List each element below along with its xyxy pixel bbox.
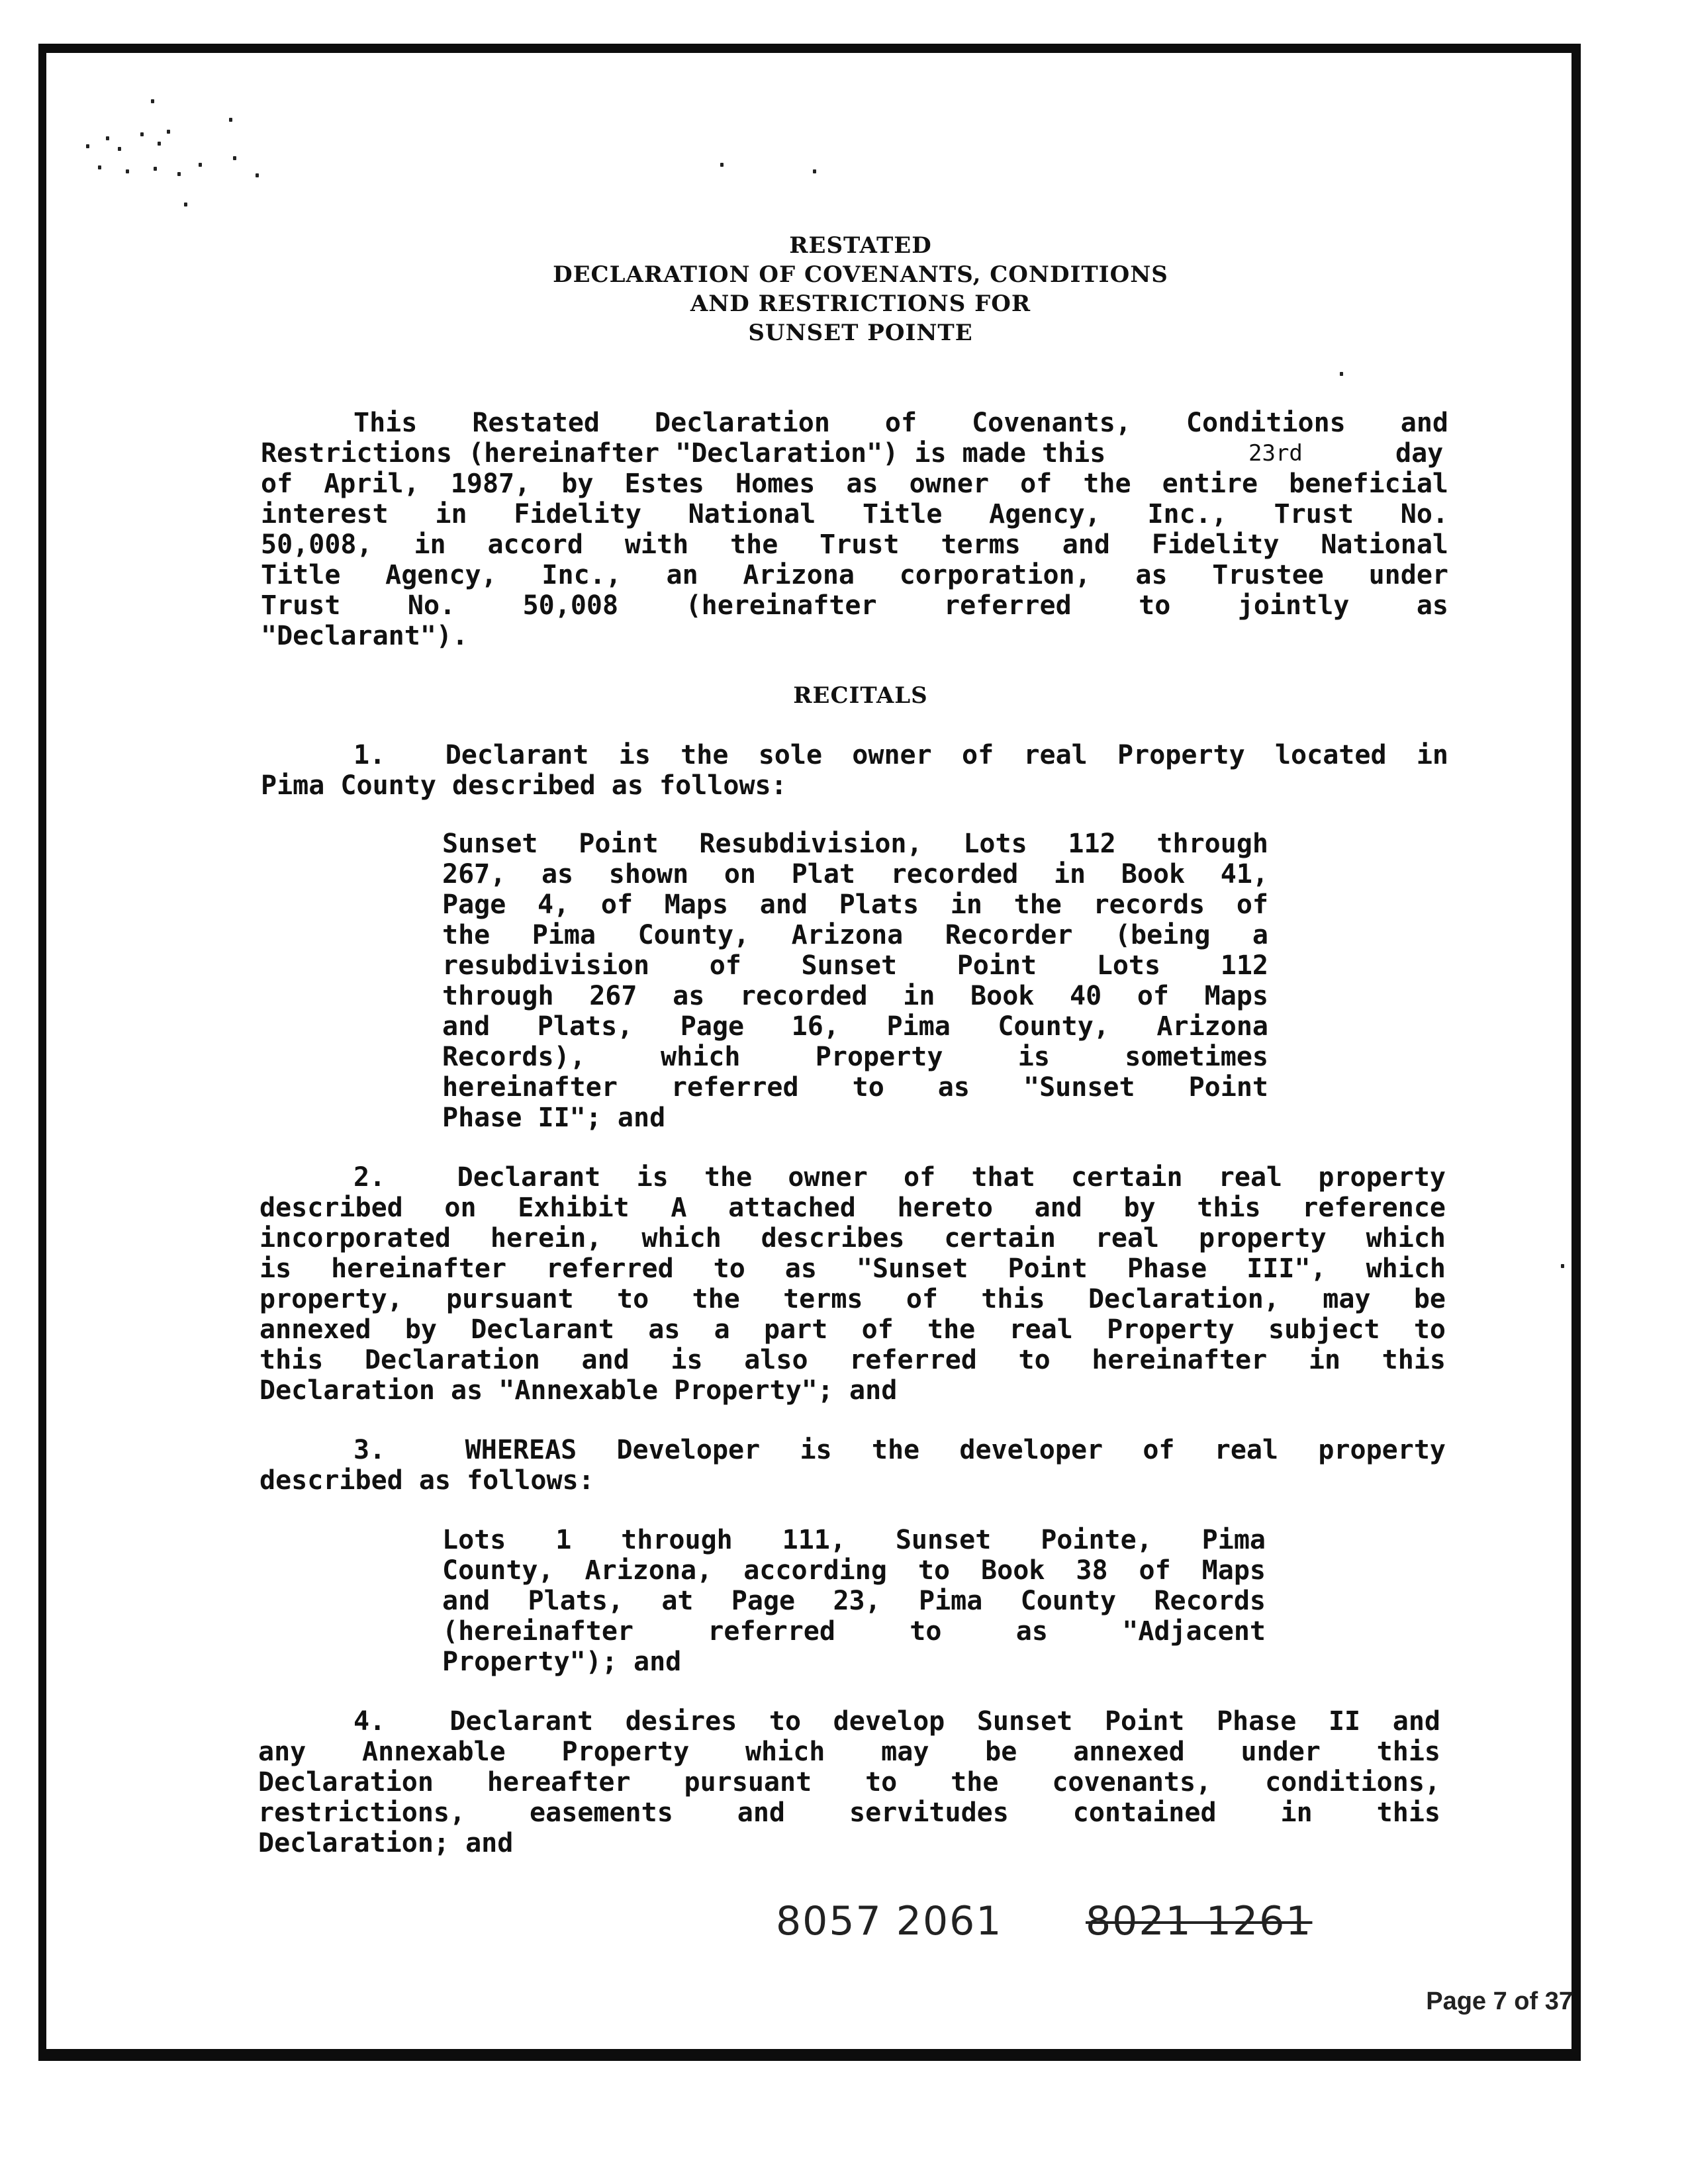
title-line-4: SUNSET POINTE [748,320,973,346]
title-line-2: DECLARATION OF COVENANTS, CONDITIONS [553,261,1168,288]
recital-line: 4. Declarant desires to develop Sunset Point Phase II and [353,1706,1440,1737]
recital-line: this Declaration and is also referred to hereinafter in this [259,1345,1446,1375]
quote-line: (hereinafter referred to as "Adjacent [442,1616,1266,1647]
recital-line: 1. Declarant is the sole owner of real Property located in [353,740,1448,770]
quote-line: through 267 as recorded in Book 40 of Maps [442,981,1268,1011]
intro-day-suffix: day [1395,438,1444,469]
recital-line: property, pursuant to the terms of this Declaration, may be [259,1284,1446,1314]
recitals-heading: RECITALS [793,682,928,709]
intro-line: 50,008, in accord with the Trust terms and Fidelity National [261,529,1448,560]
intro-day: 23rd [1248,440,1303,467]
recital-line: Pima County described as follows: [261,770,787,801]
recording-number: 8057 2061 [776,1898,1003,1944]
recital-line: any Annexable Property which may be annexed under this [258,1737,1440,1767]
recital-line: 3. WHEREAS Developer is the developer of real property [353,1435,1446,1465]
quote-line: hereinafter referred to as "Sunset Point [442,1072,1268,1103]
quote-line: Page 4, of Maps and Plats in the records of [442,889,1268,920]
recital-line: Declaration as "Annexable Property"; and [259,1375,898,1406]
quote-line: County, Arizona, according to Book 38 of Maps [442,1555,1266,1586]
intro-line: This Restated Declaration of Covenants, Conditions and [353,408,1448,438]
title-line-1: RESTATED [789,232,932,259]
recital-line: 2. Declarant is the owner of that certain real property [353,1162,1446,1193]
recital-line: incorporated herein, which describes certain real property which [259,1223,1446,1253]
recital-line: described on Exhibit A attached hereto and by this reference [259,1193,1446,1223]
quote-line: and Plats, at Page 23, Pima County Records [442,1586,1266,1616]
quote-line: Phase II"; and [442,1103,666,1133]
intro-line: Trust No. 50,008 (hereinafter referred to jointly as [261,590,1448,621]
recital-line: Declaration hereafter pursuant to the covenants, conditions, [258,1767,1440,1797]
title-line-3: AND RESTRICTIONS FOR [690,291,1031,317]
intro-line: "Declarant"). [261,621,469,651]
quote-line: Sunset Point Resubdivision, Lots 112 through [442,829,1268,859]
struck-recording-number: 8021 1261 [1086,1898,1313,1944]
quote-line: Property"); and [442,1647,682,1677]
recital-line: is hereinafter referred to as "Sunset Point Phase III", which [259,1253,1446,1284]
page-number: Page 7 of 37 [1426,1987,1573,2015]
quote-line: the Pima County, Arizona Recorder (being a [442,920,1268,950]
recital-line: restrictions, easements and servitudes contained in this [258,1797,1440,1828]
intro-line: Restrictions (hereinafter "Declaration") is made this [261,438,1122,469]
recital-line: Declaration; and [258,1828,514,1858]
quote-line: and Plats, Page 16, Pima County, Arizona [442,1011,1268,1042]
intro-line: of April, 1987, by Estes Homes as owner of the entire beneficial [261,469,1448,499]
intro-line: Title Agency, Inc., an Arizona corporation, as Trustee under [261,560,1448,590]
quote-line: 267, as shown on Plat recorded in Book 41, [442,859,1268,889]
recital-line: annexed by Declarant as a part of the real Property subject to [259,1314,1446,1345]
intro-line: interest in Fidelity National Title Agency, Inc., Trust No. [261,499,1448,529]
recital-line: described as follows: [259,1465,594,1496]
quote-line: resubdivision of Sunset Point Lots 112 [442,950,1268,981]
quote-line: Lots 1 through 111, Sunset Pointe, Pima [442,1525,1266,1555]
quote-line: Records), which Property is sometimes [442,1042,1268,1072]
